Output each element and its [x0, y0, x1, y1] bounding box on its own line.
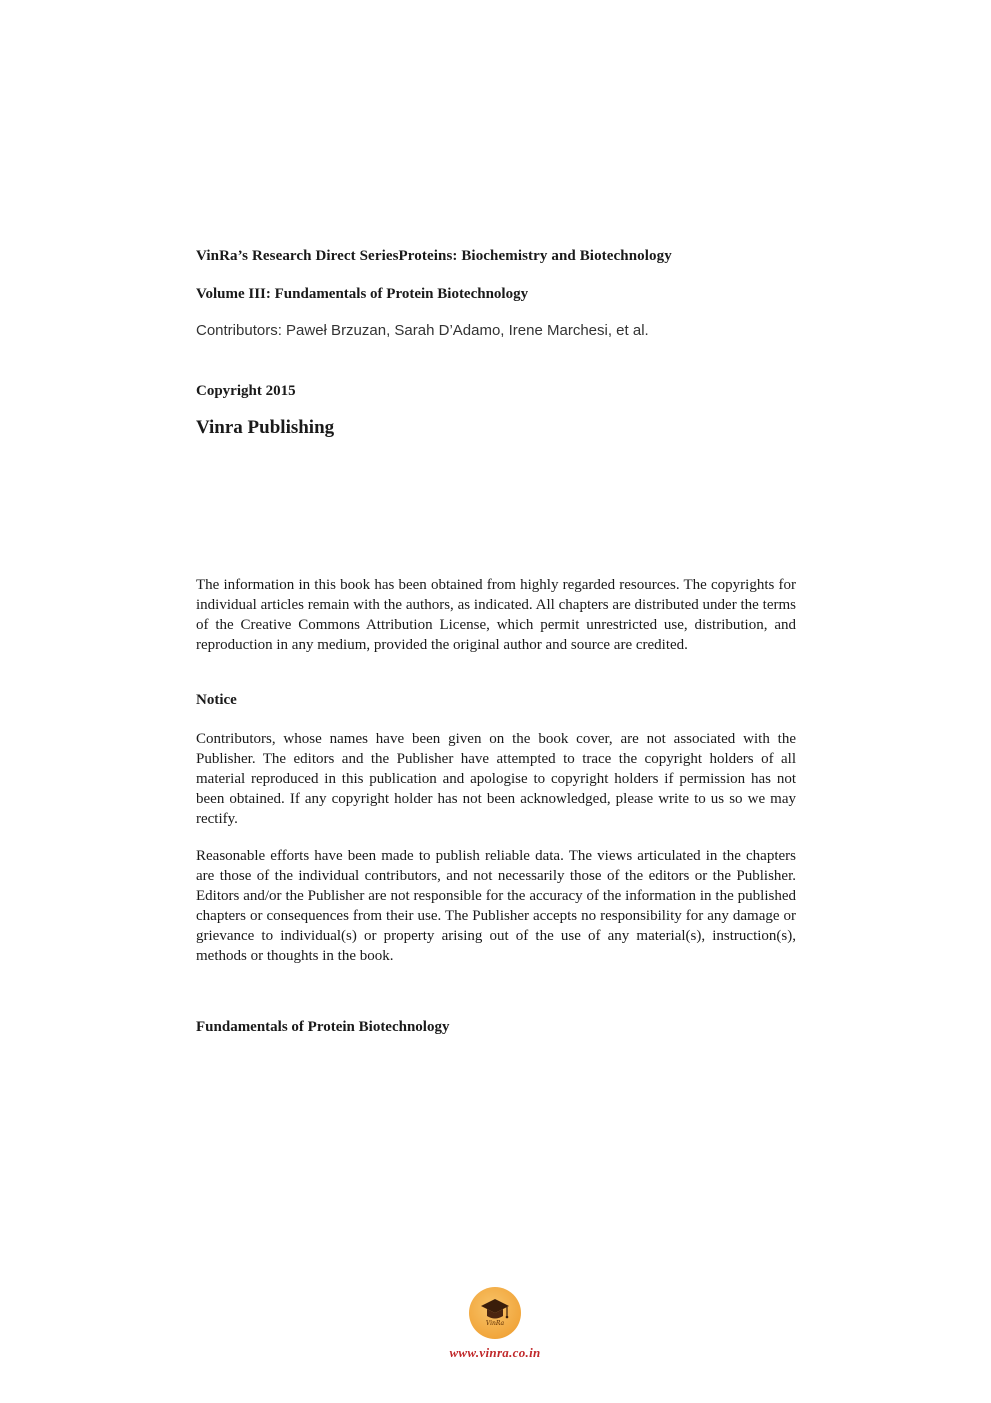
publisher-name: Vinra Publishing: [196, 417, 335, 438]
notice-heading: Notice: [196, 692, 237, 708]
publisher-logo: [469, 1287, 521, 1339]
graduation-cap-icon: [469, 1287, 521, 1339]
contributors-line: Contributors: Paweł Brzuzan, Sarah D’Adamo, Irene Marchesi, et al.: [196, 322, 649, 339]
website-link[interactable]: www.vinra.co.in: [449, 1345, 541, 1360]
notice-paragraph-1: Contributors, whose names have been given on the book cover, are not associated with the Publisher. The editors and the Publisher have attempted to trace the copyright holders of all material reproduced in this publication and apologise to copyright holders if permission has not been obtained. If any copyright holder has not been acknowledged, please write to us so we may rectify.: [196, 731, 796, 827]
rights-paragraph: The information in this book has been obtained from highly regarded resources. The copyrights for individual articles remain with the authors, as indicated. All chapters are distributed under the terms of the Creative Commons Attribution License, which permit unrestricted use, distribution, and reproduction in any medium, provided the original author and source are credited.: [196, 577, 796, 653]
book-title: Fundamentals of Protein Biotechnology: [196, 1019, 450, 1035]
series-title: VinRa’s Research Direct SeriesProteins: Biochemistry and Biotechnology: [196, 248, 672, 264]
copyright-line: Copyright 2015: [196, 383, 296, 399]
notice-paragraph-2: Reasonable efforts have been made to publish reliable data. The views articulated in the chapters are those of the individual contributors, and not necessarily those of the editors or the Publisher. Editors and/or the Publisher are not responsible for the accuracy of the information in the published chapters or consequences from their use. The Publisher accepts no responsibility for any damage or grievance to individual(s) or property arising out of the use of any material(s), instruction(s), methods or thoughts in the book.: [196, 848, 796, 964]
volume-title: Volume III: Fundamentals of Protein Biotechnology: [196, 286, 529, 302]
logo-text: VinRa: [485, 1320, 505, 1327]
